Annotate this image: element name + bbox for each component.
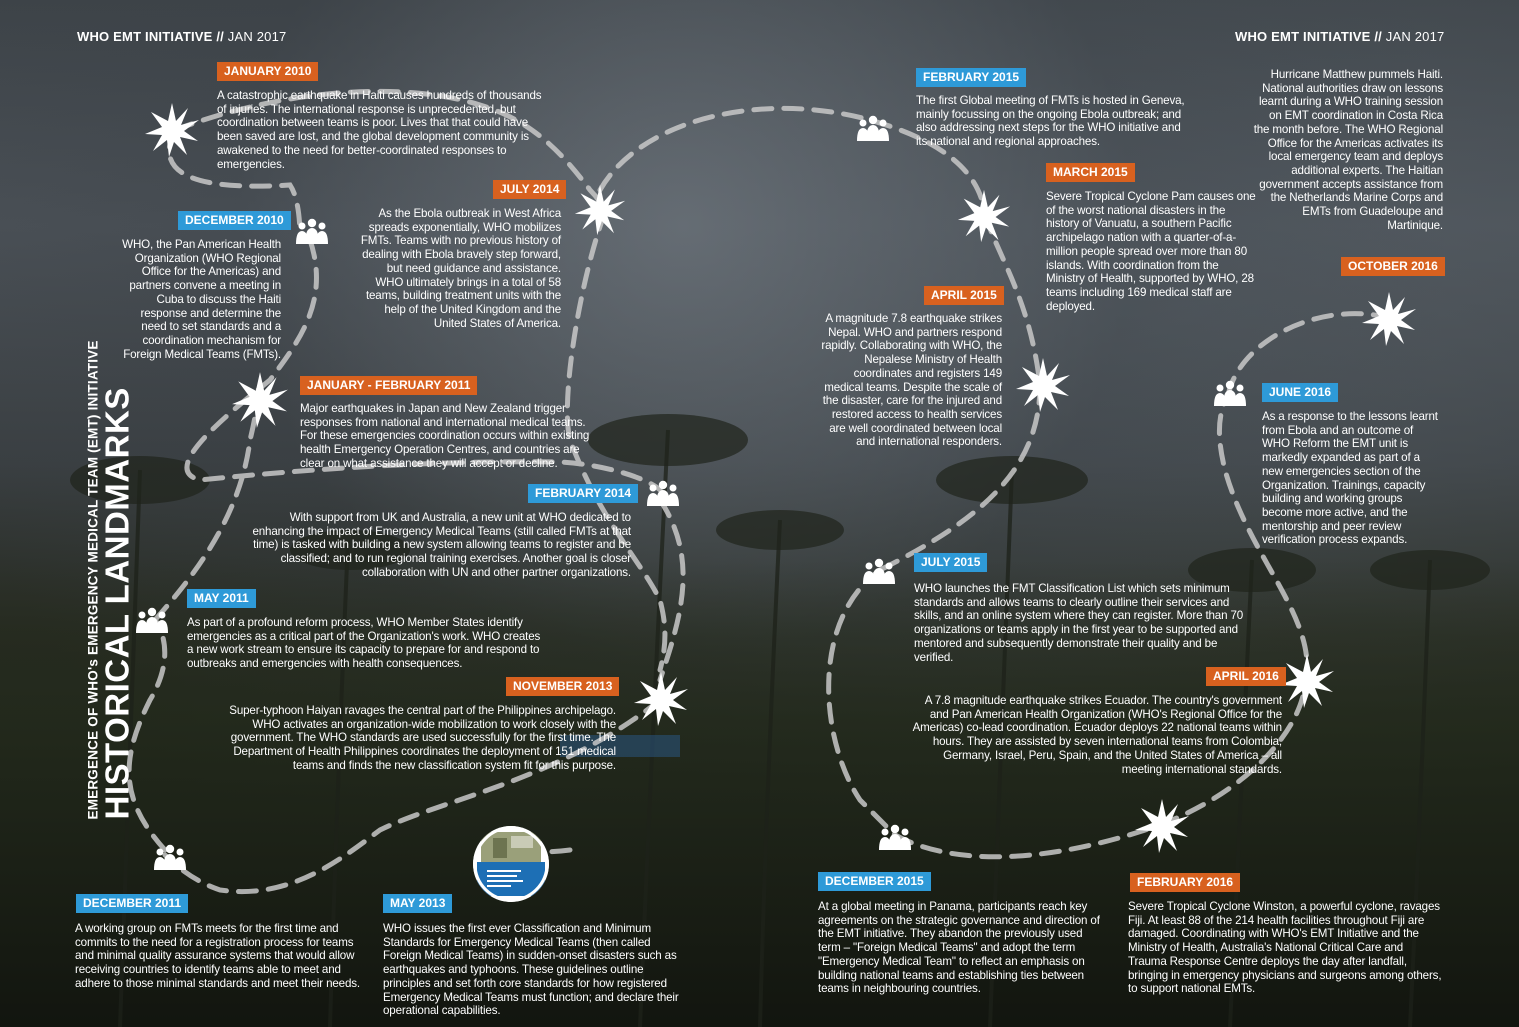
text-apr-2016: A 7.8 magnitude earthquake strikes Ecuador. The country's government and Pan American Health Organization (WHO's Regional Office for the Americas) co-lead coordination. Ecuador deploys 22 national teams within hours. They are assisted by seven international teams from Colombia, Germany, Israel, Peru, Spain, and the United States of America – all meeting international standards. bbox=[912, 694, 1282, 776]
text-feb-2014: With support from UK and Australia, a new unit at WHO dedicated to enhancing the impact of Emergency Medical Teams (still called FMTs at that time) is tasked with building a new system allowing teams to register and be classified; and to run regional training exercises. Another goal is closer collaboration with UN and other partner organizations. bbox=[252, 511, 631, 579]
tag-feb-2014: FEBRUARY 2014 bbox=[528, 484, 638, 503]
people-group-icon bbox=[134, 605, 170, 635]
tag-jan-2010: JANUARY 2010 bbox=[217, 62, 318, 81]
header-left-date: JAN 2017 bbox=[227, 29, 287, 44]
people-group-icon bbox=[1212, 378, 1248, 408]
vertical-title bbox=[85, 340, 136, 820]
text-oct-2016: Hurricane Matthew pummels Haiti. National authorities draw on lessons learnt during a WHO training session on EMT coordination in Costa Rica the month before. The WHO Regional Office for the Americas activates its local emergency team and deploys additional experts. The Haitian government accepts assistance from the Netherlands Marine Corps and EMTs from Guadeloupe and Martinique. bbox=[1253, 68, 1443, 232]
header-left bbox=[77, 29, 286, 44]
text-may-2011: As part of a profound reform process, WHO Member States identify emergencies as a critical part of the Organization's work. WHO creates a new work stream to ensure its capacity to prepare for and respond to outbreaks and emergencies with health consequences. bbox=[187, 616, 541, 671]
people-group-icon bbox=[645, 478, 681, 508]
tag-oct-2016: OCTOBER 2016 bbox=[1341, 257, 1445, 276]
vertical-subtitle: EMERGENCE OF WHO's EMERGENCY MEDICAL TEAM (EMT) INITIATIVE bbox=[85, 340, 101, 820]
text-mar-2015: Severe Tropical Cyclone Pam causes one of the worst national disasters in the history of Vanuatu, a southern Pacific archipelago nation with a quarter-of-a-million people spread over more than 80 islands. With coordination from the Ministry of Health, supported by WHO, 28 teams including 169 medical staff are deployed. bbox=[1046, 190, 1256, 313]
tag-apr-2016: APRIL 2016 bbox=[1206, 667, 1286, 686]
starburst-icon bbox=[573, 183, 627, 237]
people-group-icon bbox=[294, 216, 330, 246]
starburst-icon bbox=[1360, 290, 1418, 348]
header-right-title: WHO EMT INITIATIVE bbox=[1235, 29, 1371, 44]
text-feb-2015: The first Global meeting of FMTs is hosted in Geneva, mainly focussing on the ongoing Ebola outbreak; and also addressing next steps for the WHO initiative and its national and regional approaches. bbox=[916, 94, 1185, 149]
vertical-main-title: HISTORICAL LANDMARKS bbox=[98, 387, 136, 820]
tag-feb-2016: FEBRUARY 2016 bbox=[1130, 873, 1240, 892]
starburst-icon bbox=[1133, 797, 1191, 855]
guideline-cover-image bbox=[473, 826, 549, 902]
text-dec-2015: At a global meeting in Panama, participants reach key agreements on the strategic governance and direction of the EMT initiative. They abandon the previously used term – "Foreign Medical Teams" and adopt the term "Emergency Medical Team" to reflect an emphasis on building national teams and establishing ties between teams in neighbouring countries. bbox=[818, 900, 1100, 996]
header-right-sep: // bbox=[1374, 29, 1382, 44]
tag-dec-2010: DECEMBER 2010 bbox=[178, 211, 291, 230]
tag-nov-2013: NOVEMBER 2013 bbox=[506, 677, 619, 696]
starburst-icon bbox=[1014, 356, 1072, 414]
tag-may-2011: MAY 2011 bbox=[187, 589, 256, 608]
header-right-date: JAN 2017 bbox=[1385, 29, 1445, 44]
people-group-icon bbox=[861, 556, 897, 586]
text-dec-2011: A working group on FMTs meets for the first time and commits to the need for a registration process for teams and minimal quality assurance systems that would allow receiving countries to identify teams able to meet and adhere to those minimal standards and meet their needs. bbox=[75, 922, 360, 990]
starburst-icon bbox=[230, 370, 290, 430]
people-group-icon bbox=[855, 113, 891, 143]
starburst-icon bbox=[143, 101, 201, 159]
tag-jan-feb-2011: JANUARY - FEBRUARY 2011 bbox=[300, 376, 477, 395]
people-group-icon bbox=[877, 822, 913, 852]
tag-feb-2015: FEBRUARY 2015 bbox=[916, 68, 1026, 87]
text-feb-2016: Severe Tropical Cyclone Winston, a powerful cyclone, ravages Fiji. At least 88 of the 214 health facilities throughout Fiji are damaged. Coordinating with WHO's EMT Initiative and the Ministry of Health, Australia's National Critical Care and Trauma Response Centre deploys the day after landfall, bringing in emergency physicians and surgeons among others, to support national EMTs. bbox=[1128, 900, 1442, 996]
tag-dec-2011: DECEMBER 2011 bbox=[76, 894, 188, 913]
starburst-icon bbox=[632, 670, 690, 728]
tag-jun-2016: JUNE 2016 bbox=[1262, 383, 1338, 402]
tag-may-2013: MAY 2013 bbox=[383, 894, 452, 913]
text-jun-2016: As a response to the lessons learnt from Ebola and an outcome of WHO Reform the EMT unit is markedly expanded as part of a new emergencies section of the Organization. Trainings, capacity building and working groups become more active, and the mentorship and peer review verification process expands. bbox=[1262, 410, 1438, 547]
header-left-title: WHO EMT INITIATIVE bbox=[77, 29, 213, 44]
starburst-icon bbox=[956, 188, 1012, 244]
text-may-2013: WHO issues the first ever Classification and Minimum Standards for Emergency Medical Teams (then called Foreign Medical Teams) in sudden-onset disasters such as earthquakes and typhoons. These guidelines outline principles and set forth core standards for how registered Emergency Medical Teams must function; and declare their operational capabilities. bbox=[383, 922, 679, 1018]
text-apr-2015: A magnitude 7.8 earthquake strikes Nepal. WHO and partners respond rapidly. Collaborating with WHO, the Nepalese Ministry of Health coordinates and registers 149 medical teams. Despite the scale of the disaster, care for the injured and restored access to health services are well coordinated between local and international responders. bbox=[821, 312, 1002, 449]
header-left-sep: // bbox=[216, 29, 224, 44]
people-group-icon bbox=[152, 842, 188, 872]
tag-mar-2015: MARCH 2015 bbox=[1046, 163, 1135, 182]
starburst-icon bbox=[1278, 652, 1336, 710]
header-right bbox=[1235, 29, 1444, 44]
tag-jul-2015: JULY 2015 bbox=[914, 553, 987, 572]
text-nov-2013: Super-typhoon Haiyan ravages the central part of the Philippines archipelago. WHO activates an organization-wide mobilization to work closely with the government. The WHO standards are used successfully for the first time. The Department of Health Philippines coordinates the deployment of 151 medical teams and finds the new classification system fit for this purpose. bbox=[229, 704, 616, 772]
tag-dec-2015: DECEMBER 2015 bbox=[818, 872, 931, 891]
tag-apr-2015: APRIL 2015 bbox=[924, 286, 1004, 305]
guideline-cover-badge bbox=[473, 826, 549, 902]
text-dec-2010: WHO, the Pan American Health Organization (WHO Regional Office for the Americas) and partners convene a meeting in Cuba to discuss the Haiti response and determine the need to set standards and a coordination mechanism for Foreign Medical Teams (FMTs). bbox=[122, 238, 281, 361]
text-jan-2010: A catastrophic earthquake in Haiti causes hundreds of thousands of injuries. The international response is unprecedented, but coordination between teams is poor. Lives that that could have been saved are lost, and the global development community is awakened to the need for better-coordinated responses to emergencies. bbox=[217, 89, 542, 171]
text-jul-2015: WHO launches the FMT Classification List which sets minimum standards and allows teams to clearly outline their services and skills, and an online system where they can register. More than 70 organizations or teams apply in the first year to be supported and mentored and subsequently demonstrate their quality and be verified. bbox=[914, 582, 1244, 664]
text-jul-2014: As the Ebola outbreak in West Africa spreads exponentially, WHO mobilizes FMTs. Teams with no previous history of dealing with Ebola bravely step forward, but need guidance and assistance. WHO ultimately brings in a total of 58 teams, building treatment units with the help of the United Kingdom and the United States of America. bbox=[360, 207, 561, 330]
tag-jul-2014: JULY 2014 bbox=[493, 180, 566, 199]
text-jan-feb-2011: Major earthquakes in Japan and New Zealand trigger responses from national and international medical teams. For these emergencies coordination occurs within existing health Emergency Operation Centres, and countries are clear on what assistance they will accept or decline. bbox=[300, 402, 590, 470]
